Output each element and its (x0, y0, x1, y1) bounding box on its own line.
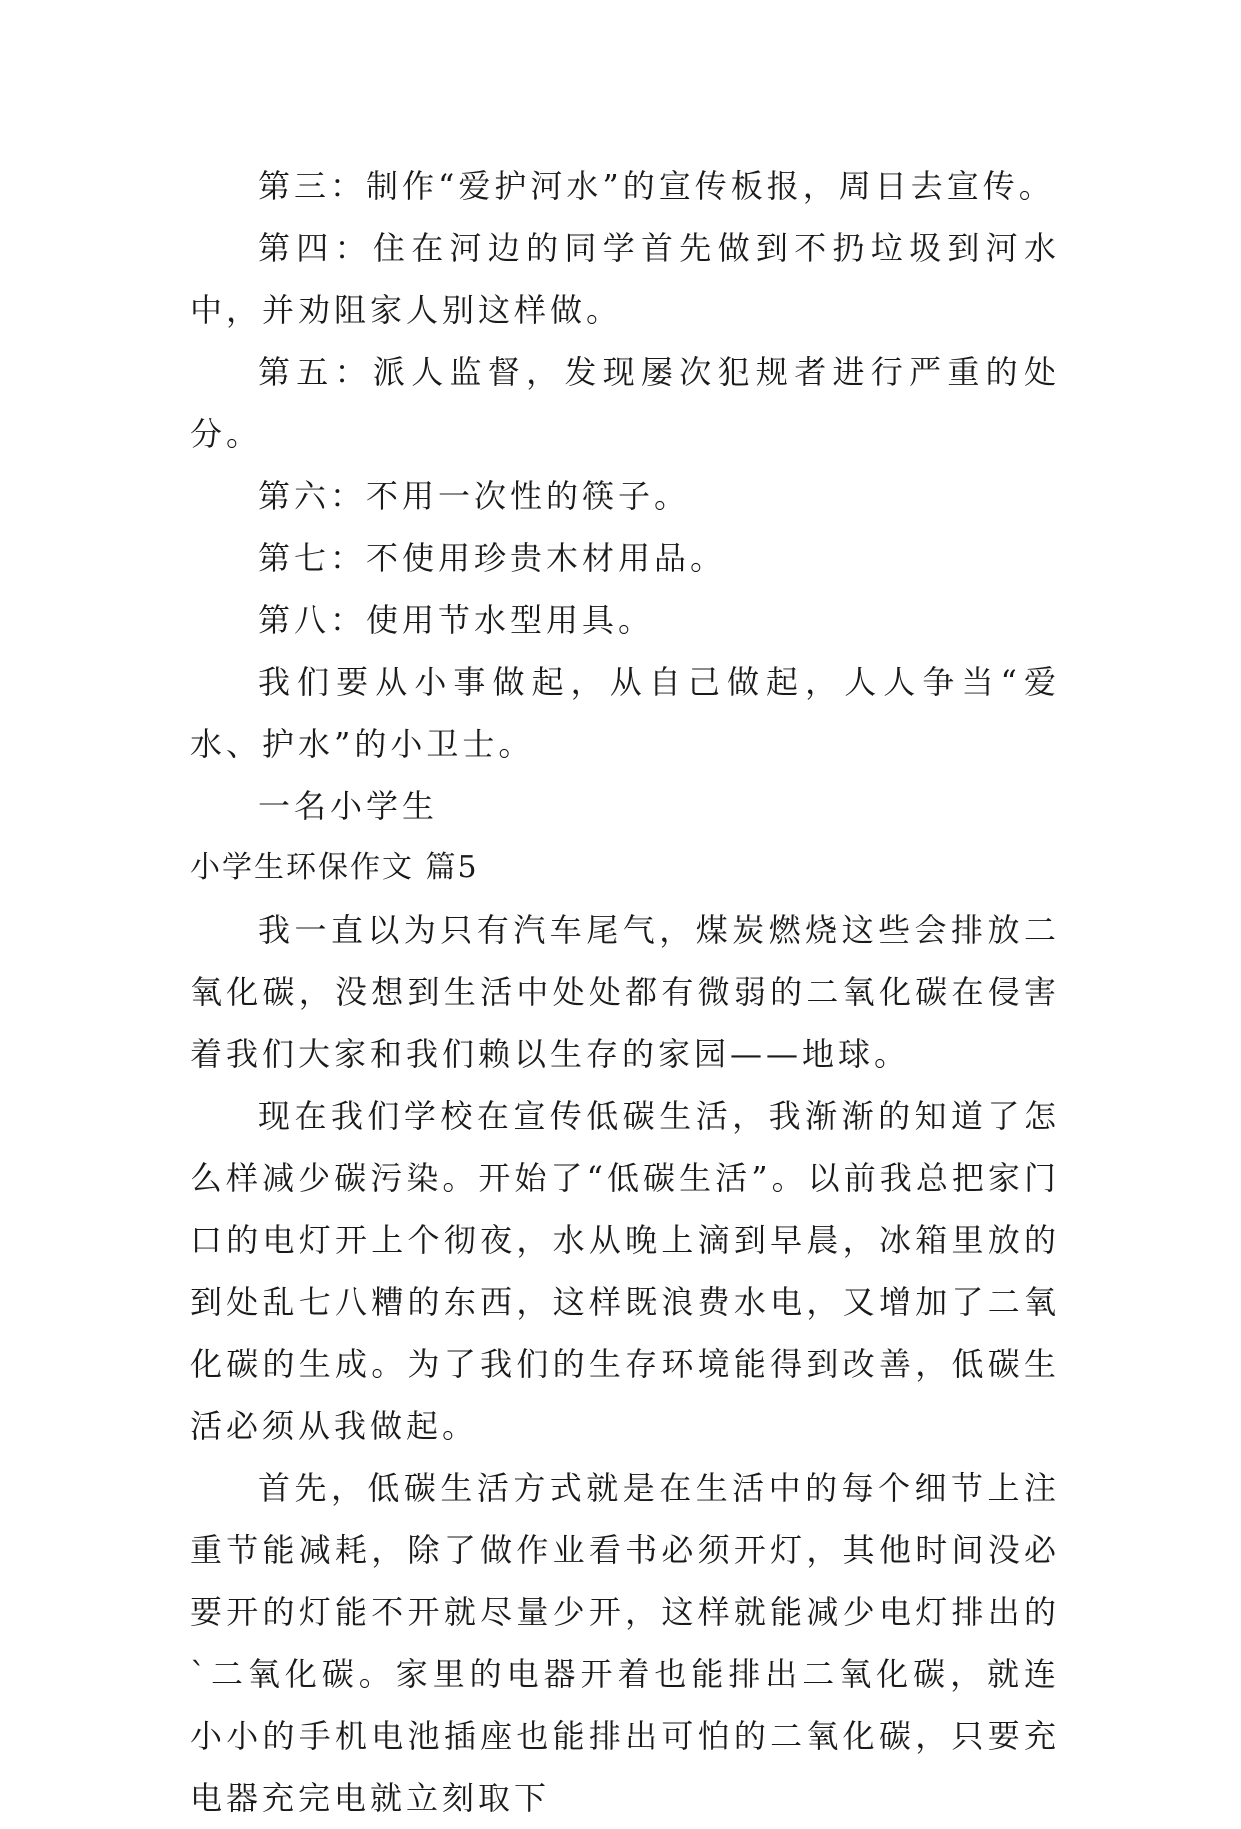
essay-paragraph-2: 现在我们学校在宣传低碳生活，我渐渐的知道了怎么样减少碳污染。开始了“低碳生活”。以前我总把家门口的电灯开上个彻夜，水从晚上滴到早晨，冰箱里放的到处乱七八糟的东西，这样既浪费水电，又增加了二氧化碳的生成。为了我们的生存环境能得到改善，低碳生活必须从我做起。 (190, 1097, 1060, 1445)
signature: 一名小学生 (258, 787, 439, 825)
paragraph-item-3: 第三：制作“爱护河水”的宣传板报，周日去宣传。 (258, 167, 1055, 205)
paragraph-item-8: 第八：使用节水型用具。 (258, 601, 655, 639)
paragraph-item-6: 第六：不用一次性的筷子。 (258, 477, 691, 515)
paragraph-item-5: 第五：派人监督，发现屡次犯规者进行严重的处分。 (190, 353, 1060, 453)
paragraph-item-7: 第七：不使用珍贵木材用品。 (258, 539, 727, 577)
paragraph-item-4: 第四：住在河边的同学首先做到不扔垃圾到河水中，并劝阻家人别这样做。 (190, 229, 1060, 329)
essay-paragraph-1: 我一直以为只有汽车尾气，煤炭燃烧这些会排放二氧化碳，没想到生活中处处都有微弱的二氧化碳在侵害着我们大家和我们赖以生存的家园——地球。 (190, 911, 1060, 1073)
essay-paragraph-3: 首先，低碳生活方式就是在生活中的每个细节上注重节能减耗，除了做作业看书必须开灯，其他时间没必要开的灯能不开就尽量少开，这样就能减少电灯排出的`二氧化碳。家里的电器开着也能排出二氧化碳，就连小小的手机电池插座也能排出可怕的二氧化碳，只要充电器充完电就立刻取下 (190, 1469, 1060, 1817)
closing-paragraph: 我们要从小事做起，从自己做起，人人争当“爱水、护水”的小卫士。 (190, 663, 1060, 763)
section-title: 小学生环保作文 篇5 (190, 850, 479, 885)
document-body (190, 155, 1060, 1829)
